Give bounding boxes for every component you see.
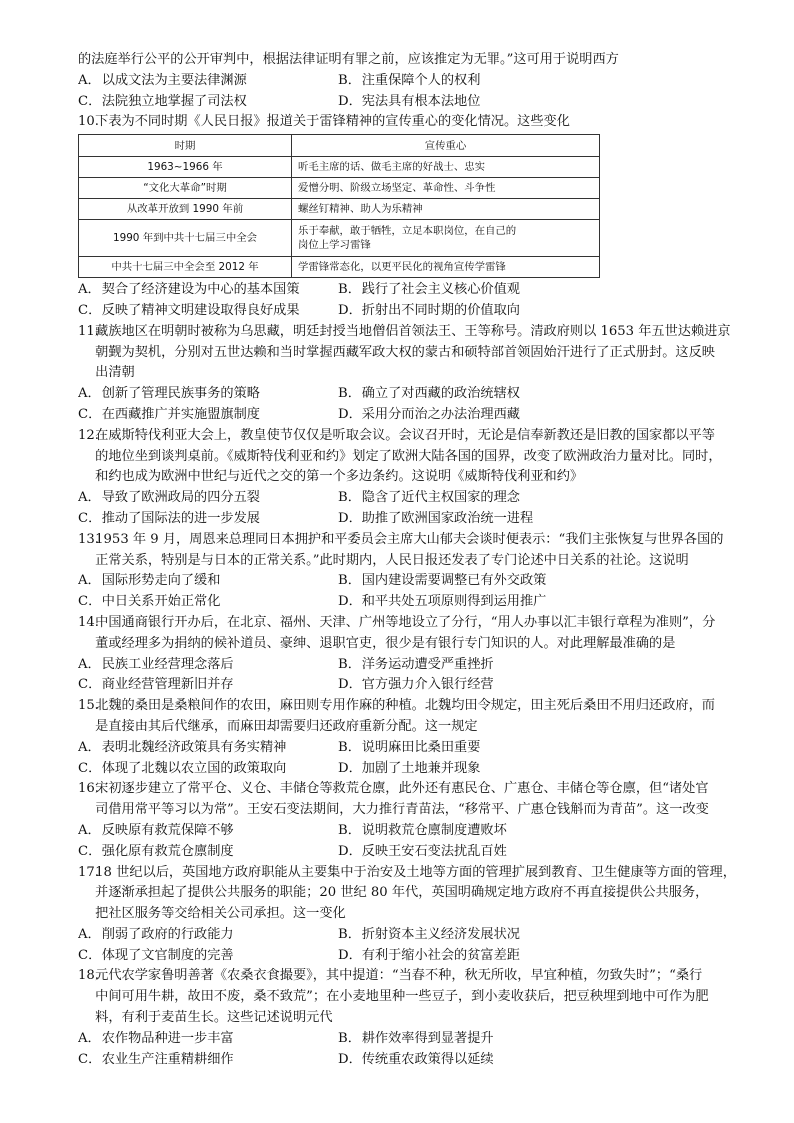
- question-stem-line: 出清朝: [95, 365, 135, 381]
- question-number: 17.: [78, 864, 99, 880]
- option-c[interactable]: C．农业生产注重精耕细作: [78, 1051, 234, 1067]
- option-b[interactable]: B．践行了社会主义核心价值观: [338, 282, 520, 298]
- question-options: [78, 738, 744, 780]
- question-number: 15.: [78, 698, 99, 714]
- question-stem-line: 董或经理多为捐纳的候补道员、豪绅、退职官吏，很少是有银行专门知识的人。对此理解最准确的是: [95, 635, 676, 651]
- option-d[interactable]: D．宪法具有根本法地位: [338, 93, 481, 109]
- option-b[interactable]: B．隐含了近代主权国家的理念: [338, 490, 520, 506]
- question-stem-line: 17.18 世纪以后，英国地方政府职能从主要集中于治安及土地等方面的管理扩展到教育、卫生健康等方面的管理，: [78, 863, 744, 884]
- option-c[interactable]: C．体现了北魏以农立国的政策取向: [78, 760, 287, 776]
- option-b[interactable]: B．折射资本主义经济发展状况: [338, 926, 520, 942]
- question-stem-line: 和约也成为欧洲中世纪与近代之交的第一个多边条约。这说明《威斯特伐利亚和约》: [95, 469, 584, 485]
- option-a[interactable]: A．契合了经济建设为中心的基本国策: [78, 282, 300, 298]
- question-17: [78, 863, 744, 967]
- question-options: [78, 488, 744, 530]
- question-stem-line: 18.元代农学家鲁明善著《农桑衣食撮要》，其中提道：“当春不种，秋无所收，早宜种植，勿致失时”；“桑行: [78, 966, 744, 987]
- table-row: [79, 257, 600, 278]
- question-number: 10.: [78, 114, 99, 130]
- table-cell-focus: 学雷锋常态化，以更平民化的视角宣传学雷锋: [292, 257, 600, 278]
- table-header-focus: 宣传重心: [292, 135, 600, 157]
- option-a[interactable]: A．农作物品种进一步丰富: [78, 1030, 234, 1046]
- question-number: 18.: [78, 968, 99, 984]
- option-d[interactable]: D．有利于缩小社会的贫富差距: [338, 947, 520, 963]
- question-options: [78, 571, 744, 613]
- option-d[interactable]: D．采用分而治之办法治理西藏: [338, 406, 520, 422]
- question-stem-line: 正常关系，特别是与日本的正常关系。”此时期内，人民日报还发表了专门论述中日关系的社论。这说明: [95, 552, 689, 568]
- option-d[interactable]: D．传统重农政策得以延续: [338, 1051, 494, 1067]
- option-c[interactable]: C．在西藏推广并实施盟旗制度: [78, 406, 260, 422]
- table-cell-focus: 乐于奉献，敢于牺牲，立足本职岗位，在自己的 岗位上学习雷锋: [292, 220, 600, 257]
- question-stem-line: 中间可用牛耕，故田不废，桑不致荒”；在小麦地里种一些豆子，到小麦收获后，把豆秧埋到地中可作为肥: [95, 989, 709, 1005]
- table-cell-period: 中共十七届三中全会至 2012 年: [79, 257, 292, 278]
- table-row: [79, 220, 600, 257]
- option-b[interactable]: B．注重保障个人的权利: [338, 72, 481, 88]
- question-10-options: [78, 280, 744, 322]
- option-a[interactable]: A．国际形势走向了缓和: [78, 573, 221, 589]
- table-row: [79, 157, 600, 178]
- question-options: [78, 1029, 744, 1071]
- option-a[interactable]: A．反映原有救荒保障不够: [78, 822, 234, 838]
- lei-feng-table: [78, 134, 600, 278]
- question-13: [78, 530, 744, 613]
- table-cell-focus: 听毛主席的话、做毛主席的好战士、忠实: [292, 157, 600, 178]
- question-stem-line: 13.1953 年 9 月，周恩来总理同日本拥护和平委员会主席大山郁夫会谈时便表示：“我们主张恢复与世界各国的: [78, 530, 744, 551]
- question-15: [78, 696, 744, 779]
- option-c[interactable]: C．法院独立地掌握了司法权: [78, 93, 247, 109]
- option-c[interactable]: C．推动了国际法的进一步发展: [78, 510, 260, 526]
- option-a[interactable]: A．导致了欧洲政局的四分五裂: [78, 490, 260, 506]
- question-options: [78, 821, 744, 863]
- table-row: [79, 178, 600, 199]
- option-b[interactable]: B．洋务运动遭受严重挫折: [338, 656, 494, 672]
- question-stem-line: 料，有利于麦苗生长。这些记述说明元代: [95, 1010, 333, 1026]
- question-stem-line: 15.北魏的桑田是桑粮间作的农田，麻田则专用作麻的种植。北魏均田令规定，田主死后桑田不用归还政府，而: [78, 696, 744, 717]
- option-b[interactable]: B．确立了对西藏的政治统辖权: [338, 386, 520, 402]
- table-cell-period: “文化大革命”时期: [79, 178, 292, 199]
- option-b[interactable]: B．耕作效率得到显著提升: [338, 1030, 494, 1046]
- option-d[interactable]: D．反映王安石变法扰乱百姓: [338, 843, 507, 859]
- table-cell-period: 1990 年到中共十七届三中全会: [79, 220, 292, 257]
- option-a[interactable]: A．表明北魏经济政策具有务实精神: [78, 739, 287, 755]
- table-cell-period: 1963~1966 年: [79, 157, 292, 178]
- table-row: [79, 199, 600, 220]
- question-stem-line: 把社区服务等交给相关公司承担。这一变化: [95, 906, 346, 922]
- question-9-stem-tail: 的法庭举行公平的公开审判中，根据法律证明有罪之前，应该推定为无罪。”这可用于说明西方: [78, 52, 619, 67]
- question-stem-line: 11.藏族地区在明朝时被称为乌思藏，明廷封授当地僧侣首领法王、王等称号。清政府则以 1653 年五世达赖进京: [78, 322, 744, 343]
- question-number: 14.: [78, 614, 99, 630]
- table-cell-period: 从改革开放到 1990 年前: [79, 199, 292, 220]
- question-options: [78, 655, 744, 697]
- option-a[interactable]: A．削弱了政府的行政能力: [78, 926, 234, 942]
- option-a[interactable]: A．民族工业经营理念落后: [78, 656, 234, 672]
- question-number: 16.: [78, 781, 99, 797]
- option-b[interactable]: B．说明麻田比桑田重要: [338, 739, 481, 755]
- question-11: [78, 322, 744, 426]
- question-options: [78, 925, 744, 967]
- question-10: [78, 112, 744, 321]
- question-number: 11.: [78, 323, 99, 339]
- question-number: 13.: [78, 531, 99, 547]
- option-a[interactable]: A．以成文法为主要法律渊源: [78, 72, 247, 88]
- option-c[interactable]: C．商业经营管理新旧并存: [78, 677, 234, 693]
- question-14: [78, 613, 744, 696]
- table-cell-focus: 爱憎分明、阶级立场坚定、革命性、斗争性: [292, 178, 600, 199]
- question-stem-line: 司借用常平等习以为常”。王安石变法期间，大力推行青苗法，“移常平、广惠仓钱斛而为青苗”。这一改变: [95, 802, 709, 818]
- option-d[interactable]: D．加剧了土地兼并现象: [338, 760, 481, 776]
- option-c[interactable]: C．体现了文官制度的完善: [78, 947, 234, 963]
- question-9-options: [78, 71, 744, 113]
- option-d[interactable]: D．官方强力介入银行经营: [338, 677, 494, 693]
- option-c[interactable]: C．强化原有救荒仓廪制度: [78, 843, 234, 859]
- question-16: [78, 779, 744, 862]
- question-9-continuation: [78, 50, 744, 112]
- question-number: 12.: [78, 427, 99, 443]
- question-stem: 10.下表为不同时期《人民日报》报道关于雷锋精神的宣传重心的变化情况。这些变化: [78, 112, 744, 133]
- option-b[interactable]: B．国内建设需要调整已有外交政策: [338, 573, 547, 589]
- option-d[interactable]: D．和平共处五项原则得到运用推广: [338, 594, 547, 610]
- question-stem-line: 朝觐为契机，分别对五世达赖和当时掌握西藏军政大权的蒙古和硕特部首领固始汗进行了正式册封。这反映: [95, 344, 715, 360]
- question-stem-line: 并逐渐承担起了提供公共服务的职能；20 世纪 80 年代，英国明确规定地方政府不再直接提供公共服务，: [95, 885, 709, 901]
- option-d[interactable]: D．折射出不同时期的价值取向: [338, 302, 520, 318]
- option-b[interactable]: B．说明救荒仓廪制度遭败坏: [338, 822, 507, 838]
- table-cell-focus: 螺丝钉精神、助人为乐精神: [292, 199, 600, 220]
- question-stem-line: 16.宋初逐步建立了常平仓、义仓、丰储仓等救荒仓廪，此外还有惠民仓、广惠仓、丰储仓等仓廪，但“诸处官: [78, 779, 744, 800]
- question-stem-line: 14.中国通商银行开办后，在北京、福州、天津、广州等地设立了分行，“用人办事以汇丰银行章程为准则”，分: [78, 613, 744, 634]
- option-c[interactable]: C．中日关系开始正常化: [78, 594, 221, 610]
- table-header-period: 时期: [79, 135, 292, 157]
- question-list: [78, 322, 744, 1071]
- table-header-row: [79, 135, 600, 157]
- question-12: [78, 426, 744, 530]
- question-18: [78, 966, 744, 1070]
- option-c[interactable]: C．反映了精神文明建设取得良好成果: [78, 302, 300, 318]
- option-a[interactable]: A．创新了管理民族事务的策略: [78, 386, 260, 402]
- question-options: [78, 384, 744, 426]
- question-stem-line: 是直接由其后代继承，而麻田却需要归还政府重新分配。这一规定: [95, 718, 478, 734]
- question-stem-line: 的地位坐到谈判桌前。《威斯特伐利亚和约》划定了欧洲大陆各国的国界，改变了欧洲政治力量对比。同时，: [95, 448, 722, 464]
- option-d[interactable]: D．助推了欧洲国家政治统一进程: [338, 510, 534, 526]
- question-stem-line: 12.在威斯特伐利亚大会上，教皇使节仅仅是听取会议。会议召开时，无论是信奉新教还是旧教的国家都以平等: [78, 426, 744, 447]
